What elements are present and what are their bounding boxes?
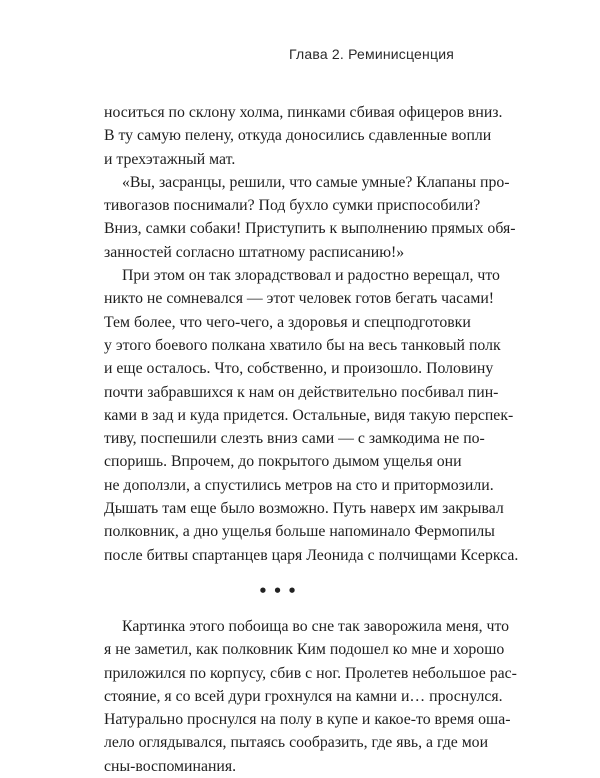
- text-line: тиву, поспешили слезть вниз сами — с замкодима не по-: [104, 430, 485, 448]
- text-line: Вниз, самки собаки! Приступить к выполнению прямых обя-: [104, 220, 516, 238]
- text-line: ками в зад и куда придется. Остальные, видя такую перспек-: [104, 406, 514, 424]
- text-line: приложился по корпусу, сбив с ног. Пролетев небольшое рас-: [104, 664, 517, 682]
- text-line: споришь. Впрочем, до покрытого дымом ущелья они: [104, 453, 462, 471]
- body-text: [104, 101, 519, 778]
- text-line: занностей согласно штатному расписанию!»: [104, 243, 405, 261]
- text-line: лело оглядывался, пытаясь сообразить, где явь, а где мои: [104, 734, 489, 752]
- text-line: носиться по склону холма, пинками сбивая офицеров вниз.: [104, 104, 503, 121]
- text-line: В ту самую пелену, откуда доносились сдавленные вопли: [104, 127, 492, 145]
- text-line: Тем более, что чего-чего, а здоровья и спецподготовки: [104, 313, 471, 331]
- text-line: у этого боевого полкана хватило бы на весь танковый полк: [104, 336, 501, 354]
- text-line: Картинка этого побоища во сне так заворожила меня, что: [122, 617, 510, 635]
- section-separator: •••: [258, 581, 302, 600]
- text-line: Дышать там еще было возможно. Путь наверх им закрывал: [104, 500, 504, 518]
- text-line: стояние, я со всей дури грохнулся на камни и… проснулся.: [104, 687, 503, 705]
- running-head: Глава 2. Реминисценция: [289, 46, 454, 62]
- text-line: и трехэтажный мат.: [104, 150, 236, 168]
- text-line: Натурально проснулся на полу в купе и какое-то время оша-: [104, 711, 511, 729]
- text-line: почти забравшихся к нам он действительно посбивал пин-: [104, 383, 499, 401]
- text-line: полковник, а дно ущелья больше напоминало Фермопилы: [104, 523, 495, 541]
- text-line: после битвы спартанцев царя Леонида с полчищами Ксеркса.: [104, 546, 519, 564]
- text-line: сны-воспоминания.: [104, 757, 237, 775]
- text-line: никто не сомневался — этот человек готов бегать часами!: [104, 290, 495, 308]
- text-line: «Вы, засранцы, решили, что самые умные? Клапаны про-: [122, 173, 510, 191]
- text-line: я не заметил, как полковник Ким подошел ко мне и хорошо: [104, 641, 505, 659]
- text-line: и еще осталось. Что, собственно, и произошло. Половину: [104, 360, 494, 378]
- text-line: При этом он так злорадствовал и радостно верещал, что: [122, 267, 500, 285]
- text-line: тивогазов поснимали? Под бухло сумки приспособили?: [104, 197, 481, 215]
- text-line: не доползли, а спустились метров на сто и притормозили.: [104, 476, 494, 494]
